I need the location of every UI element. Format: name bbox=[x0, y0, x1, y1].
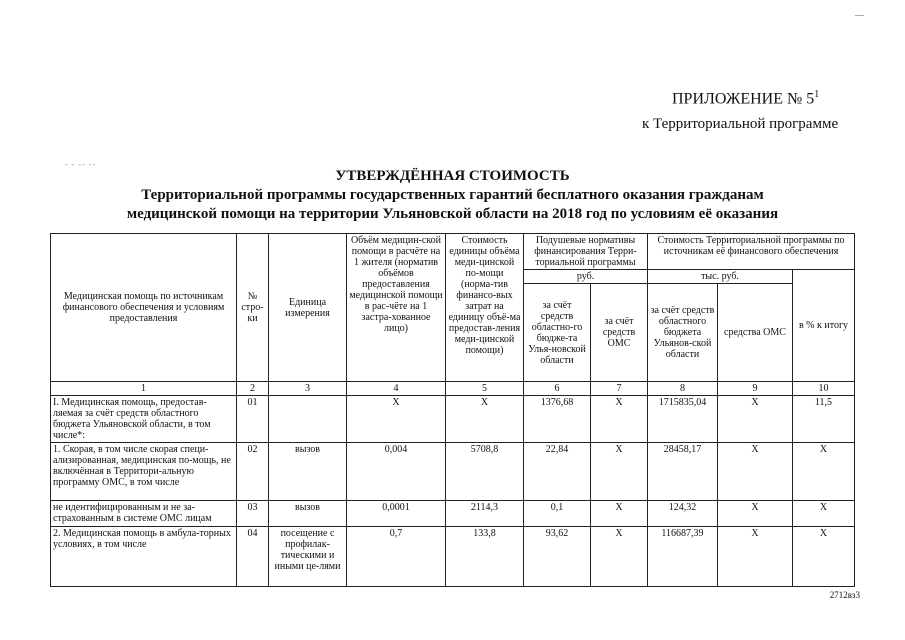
row-unit: вызов bbox=[269, 443, 347, 501]
row-percap-oms: X bbox=[591, 443, 648, 501]
appendix-sup: 1 bbox=[814, 89, 820, 100]
row-total-budget: 28458,17 bbox=[648, 443, 718, 501]
row-total-budget: 116687,39 bbox=[648, 527, 718, 587]
row-unit: посещение с профилак-тическими и иными це-лями bbox=[269, 527, 347, 587]
row-total-budget: 124,32 bbox=[648, 501, 718, 527]
col-number: 8 bbox=[648, 382, 718, 396]
col-number: 2 bbox=[237, 382, 269, 396]
header-group-total: Стоимость Территориальной программы по источникам её финансового обеспечения bbox=[648, 234, 855, 270]
scan-mark: - - -- -- bbox=[65, 160, 96, 169]
program-reference: к Территориальной программе bbox=[642, 116, 839, 132]
row-percent: X bbox=[793, 527, 855, 587]
col-number: 5 bbox=[446, 382, 524, 396]
row-total-oms: X bbox=[718, 396, 793, 443]
column-number-row bbox=[51, 382, 855, 396]
col-number: 9 bbox=[718, 382, 793, 396]
row-total-budget: 1715835,04 bbox=[648, 396, 718, 443]
row-cost: 2114,3 bbox=[446, 501, 524, 527]
row-percap-oms: X bbox=[591, 501, 648, 527]
row-name: 1. Скорая, в том числе скорая специ-ализированная, медицинская по-мощь, не включённая в Территори-альную программу ОМС, в том числе bbox=[51, 443, 237, 501]
table-row bbox=[51, 443, 855, 501]
appendix-label bbox=[672, 89, 819, 108]
row-percap-budget: 93,62 bbox=[524, 527, 591, 587]
row-percap-oms: X bbox=[591, 396, 648, 443]
row-num: 01 bbox=[237, 396, 269, 443]
row-percap-budget: 0,1 bbox=[524, 501, 591, 527]
row-percent: 11,5 bbox=[793, 396, 855, 443]
header-row-1 bbox=[51, 234, 855, 270]
row-num: 03 bbox=[237, 501, 269, 527]
header-col2: № стро-ки bbox=[237, 234, 269, 382]
cost-table bbox=[50, 233, 855, 587]
row-percent: X bbox=[793, 443, 855, 501]
col-number: 3 bbox=[269, 382, 347, 396]
row-unit bbox=[269, 396, 347, 443]
col-number: 6 bbox=[524, 382, 591, 396]
header-col6: за счёт средств областно-го бюдже-та Улья-новской области bbox=[524, 284, 591, 382]
page-mark: — bbox=[855, 10, 864, 20]
row-num: 02 bbox=[237, 443, 269, 501]
document-code: 2712вз3 bbox=[829, 590, 860, 600]
header-col8: за счёт средств областного бюджета Ульянов-ской области bbox=[648, 284, 718, 382]
header-group-percapita: Подушевые нормативы финансирования Терри-ториальной программы bbox=[524, 234, 648, 270]
row-name: 2. Медицинская помощь в амбула-торных условиях, в том числе bbox=[51, 527, 237, 587]
row-percent: X bbox=[793, 501, 855, 527]
doc-subtitle-line1: Территориальной программы государственных гарантий бесплатного оказания гражданам bbox=[141, 187, 764, 203]
header-col5: Стоимость единицы объёма меди-цинской по-мощи (норма-тив финансо-вых затрат на единицу объё-ма предостав-ления меди-цинской помощи) bbox=[446, 234, 524, 382]
row-percap-oms: X bbox=[591, 527, 648, 587]
row-volume: 0,004 bbox=[347, 443, 446, 501]
doc-subtitle-line2: медицинской помощи на территории Ульяновской области на 2018 год по условиям её оказания bbox=[126, 206, 779, 222]
header-col3: Единица измерения bbox=[269, 234, 347, 382]
col-number: 4 bbox=[347, 382, 446, 396]
row-percap-budget: 22,84 bbox=[524, 443, 591, 501]
header-col9: средства ОМС bbox=[718, 284, 793, 382]
table-row bbox=[51, 396, 855, 443]
row-percap-budget: 1376,68 bbox=[524, 396, 591, 443]
appendix-label-text: ПРИЛОЖЕНИЕ № 5 bbox=[672, 90, 815, 108]
row-total-oms: X bbox=[718, 443, 793, 501]
doc-title: УТВЕРЖДЁННАЯ СТОИМОСТЬ bbox=[335, 168, 570, 184]
row-name: не идентифицированным и не за-страхованным в системе ОМС лицам bbox=[51, 501, 237, 527]
header-col1: Медицинская помощь по источникам финансового обеспечения и условиям предоставления bbox=[51, 234, 237, 382]
row-num: 04 bbox=[237, 527, 269, 587]
row-total-oms: X bbox=[718, 501, 793, 527]
row-total-oms: X bbox=[718, 527, 793, 587]
header-unit-rub: руб. bbox=[524, 270, 648, 284]
header-unit-thousand-rub: тыс. руб. bbox=[648, 270, 793, 284]
col-number: 10 bbox=[793, 382, 855, 396]
table-row bbox=[51, 501, 855, 527]
row-volume: 0,7 bbox=[347, 527, 446, 587]
row-volume: X bbox=[347, 396, 446, 443]
row-volume: 0,0001 bbox=[347, 501, 446, 527]
row-name: I. Медицинская помощь, предостав-ляемая за счёт средств областного бюджета Ульяновской области, в том числе*: bbox=[51, 396, 237, 443]
row-unit: вызов bbox=[269, 501, 347, 527]
row-cost: 5708,8 bbox=[446, 443, 524, 501]
row-cost: X bbox=[446, 396, 524, 443]
table-row bbox=[51, 527, 855, 587]
header-col10: в % к итогу bbox=[793, 270, 855, 382]
header-col4: Объём медицин-ской помощи в расчёте на 1 жителя (норматив объёмов предоставления медицинской помощи в рас-чёте на 1 застра-хованное лицо) bbox=[347, 234, 446, 382]
col-number: 1 bbox=[51, 382, 237, 396]
header-col7: за счёт средств ОМС bbox=[591, 284, 648, 382]
col-number: 7 bbox=[591, 382, 648, 396]
row-cost: 133,8 bbox=[446, 527, 524, 587]
